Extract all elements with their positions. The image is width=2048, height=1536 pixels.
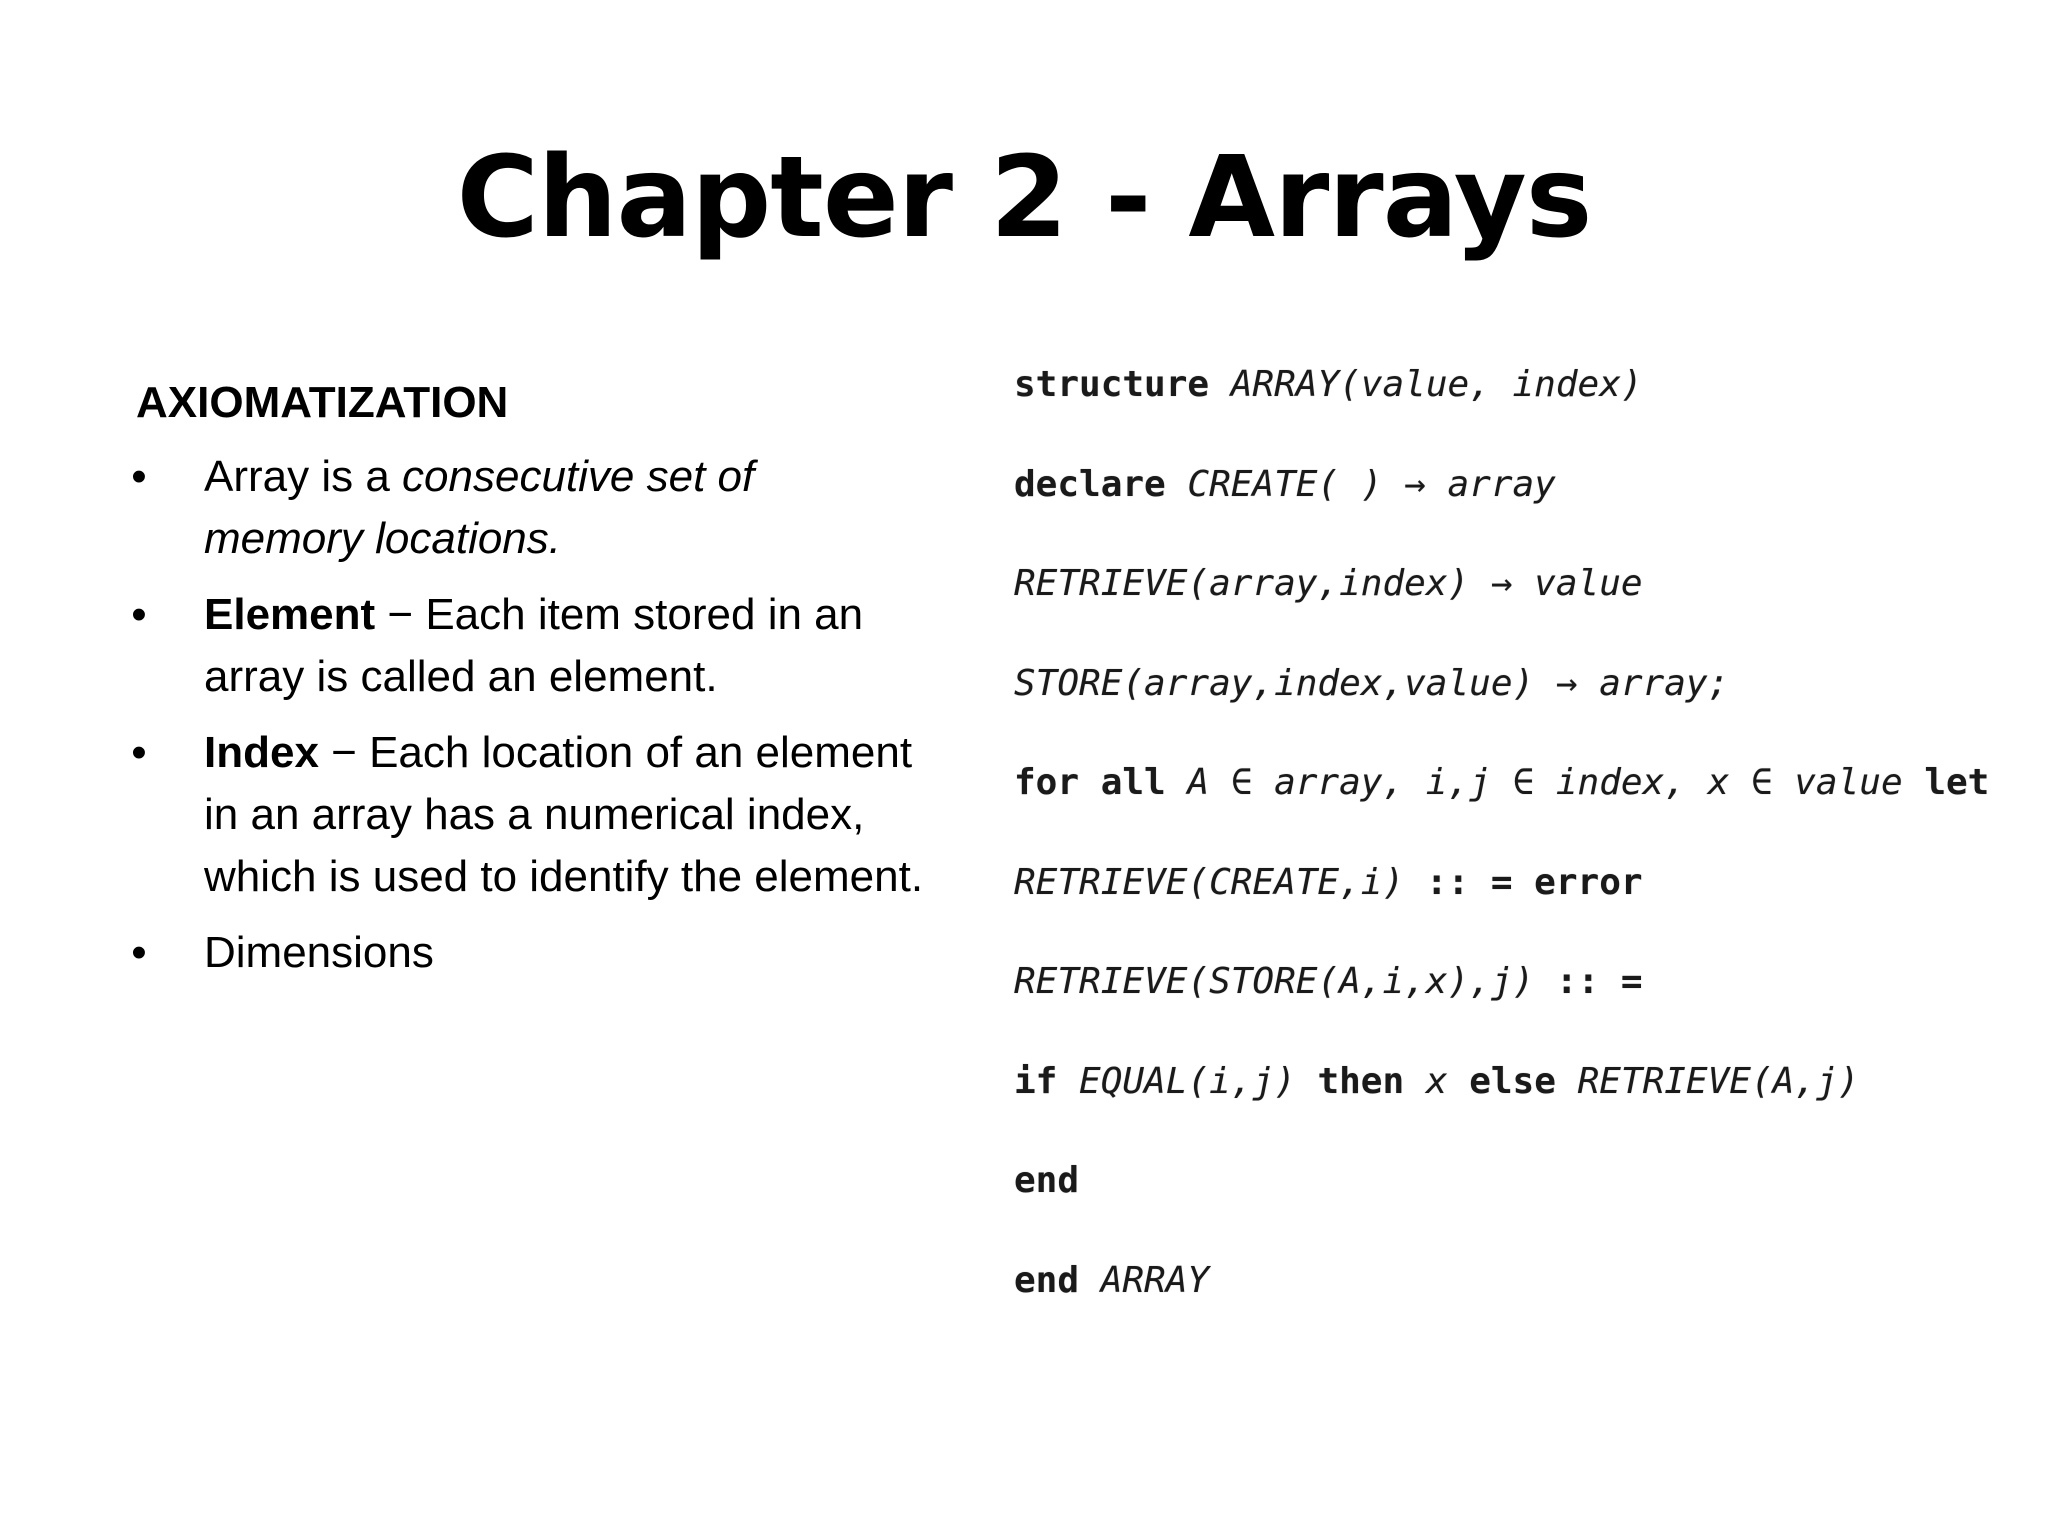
bullet-icon: • — [131, 452, 147, 501]
code-keyword: end — [1014, 1160, 1080, 1201]
bullet-icon: • — [131, 728, 147, 777]
code-identifier: x — [1425, 1060, 1470, 1102]
bullet-text: Array is a — [204, 452, 403, 501]
code-identifier: RETRIEVE(CREATE,i) — [1014, 861, 1426, 903]
bullet-text: Dimensions — [204, 928, 434, 977]
bullet-text: − Each location of an element in an array has a numerical index, which is used to identify the element. — [204, 728, 924, 901]
code-keyword: else — [1469, 1060, 1578, 1102]
bullet-term: Index — [204, 728, 319, 777]
bullet-text: − Each item stored in an array is called an element. — [204, 590, 864, 701]
code-line — [1014, 753, 1990, 853]
code-keyword: then — [1317, 1060, 1426, 1102]
list-item — [124, 722, 924, 908]
code-line — [1014, 952, 1964, 1052]
code-keyword: declare — [1014, 463, 1188, 505]
code-identifier: RETRIEVE(array,index) → value — [1014, 563, 1643, 604]
slide-title: Chapter 2 - Arrays — [456, 133, 1592, 263]
bullet-term: Element — [204, 590, 376, 639]
list-item — [124, 584, 924, 708]
code-line — [1014, 1151, 1964, 1251]
code-keyword: end — [1014, 1259, 1101, 1301]
bullet-italic-text: consecutive set of memory locations. — [204, 452, 755, 563]
code-keyword: let — [1924, 762, 1990, 803]
code-image-block — [1014, 355, 1990, 1315]
code-line — [1014, 1251, 1964, 1351]
section-heading: AXIOMATIZATION — [136, 378, 509, 427]
code-line — [1014, 355, 1964, 455]
code-identifier: ARRAY(value, index) — [1230, 364, 1643, 405]
code-keyword: :: = error — [1425, 861, 1643, 903]
code-identifier: CREATE( ) → array — [1187, 463, 1556, 505]
code-line — [1014, 853, 1964, 953]
code-identifier: A ∈ array, i,j ∈ index, x ∈ value — [1187, 762, 1925, 803]
code-line — [1014, 455, 1964, 555]
code-identifier: RETRIEVE(A,j) — [1577, 1060, 1860, 1102]
code-keyword: structure — [1014, 364, 1231, 405]
code-keyword: for all — [1014, 762, 1188, 803]
code-keyword: if — [1014, 1060, 1080, 1102]
code-line — [1014, 1052, 1964, 1152]
code-identifier: ARRAY — [1100, 1259, 1210, 1301]
code-line — [1014, 554, 1964, 654]
bullet-icon: • — [131, 590, 147, 639]
text-column — [124, 372, 924, 998]
code-identifier: RETRIEVE(STORE(A,i,x),j) — [1014, 961, 1556, 1002]
list-item — [124, 446, 924, 570]
list-item — [124, 922, 924, 984]
bullet-icon: • — [131, 928, 147, 977]
code-keyword: :: = — [1555, 961, 1643, 1002]
bullet-list — [124, 446, 924, 984]
code-identifier: STORE(array,index,value) → array; — [1014, 662, 1730, 704]
code-identifier: EQUAL(i,j) — [1079, 1060, 1318, 1102]
code-line — [1014, 654, 1964, 754]
